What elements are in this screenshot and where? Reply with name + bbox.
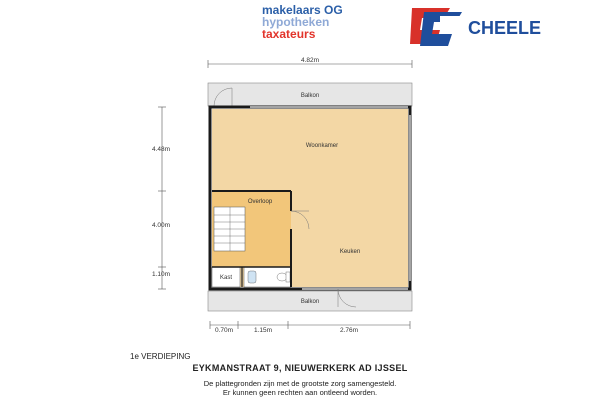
brand-line-taxateurs: taxateurs [262, 27, 316, 41]
sink-icon [248, 271, 256, 283]
disclaimer-line-1: De plattegronden zijn met de grootste zorg samengesteld. [203, 379, 397, 388]
brand-line-hypotheken: hypotheken [262, 15, 330, 29]
dim-bottom-3: 2.76m [339, 327, 359, 334]
dim-top-width: 4.82m [300, 57, 320, 64]
dim-bottom-1: 0.70m [214, 327, 234, 334]
toilet-icon [277, 273, 287, 281]
floor-plan [150, 55, 450, 340]
label-living: Woonkamer [305, 143, 339, 149]
label-landing: Overloop [247, 199, 273, 205]
label-balcony-bottom: Balkon [300, 299, 320, 305]
brand-line-makelaars: makelaars OG [262, 3, 343, 17]
logo-wordmark: CHEELE [468, 18, 542, 38]
label-storage: Kast [219, 275, 233, 281]
dim-left-2: 4.00m [152, 222, 171, 229]
toilet-tank [286, 272, 290, 282]
address-title: EYKMANSTRAAT 9, NIEUWERKERK AD IJSSEL [192, 363, 408, 373]
brand-text [262, 4, 343, 40]
dim-left-3: 1.10m [152, 271, 171, 278]
label-balcony-top: Balkon [300, 93, 320, 99]
staircase [214, 207, 245, 251]
dim-left-1: 4.48m [152, 146, 171, 153]
scheele-logo [410, 6, 590, 46]
floor-label: 1e VERDIEPING [130, 352, 191, 361]
logo-white-accent [440, 16, 470, 24]
label-kitchen: Keuken [339, 249, 361, 255]
disclaimer-line-2: Er kunnen geen rechten aan ontleend worden. [222, 388, 378, 397]
dim-bottom-2: 1.15m [253, 327, 273, 334]
disclaimer [0, 379, 600, 397]
